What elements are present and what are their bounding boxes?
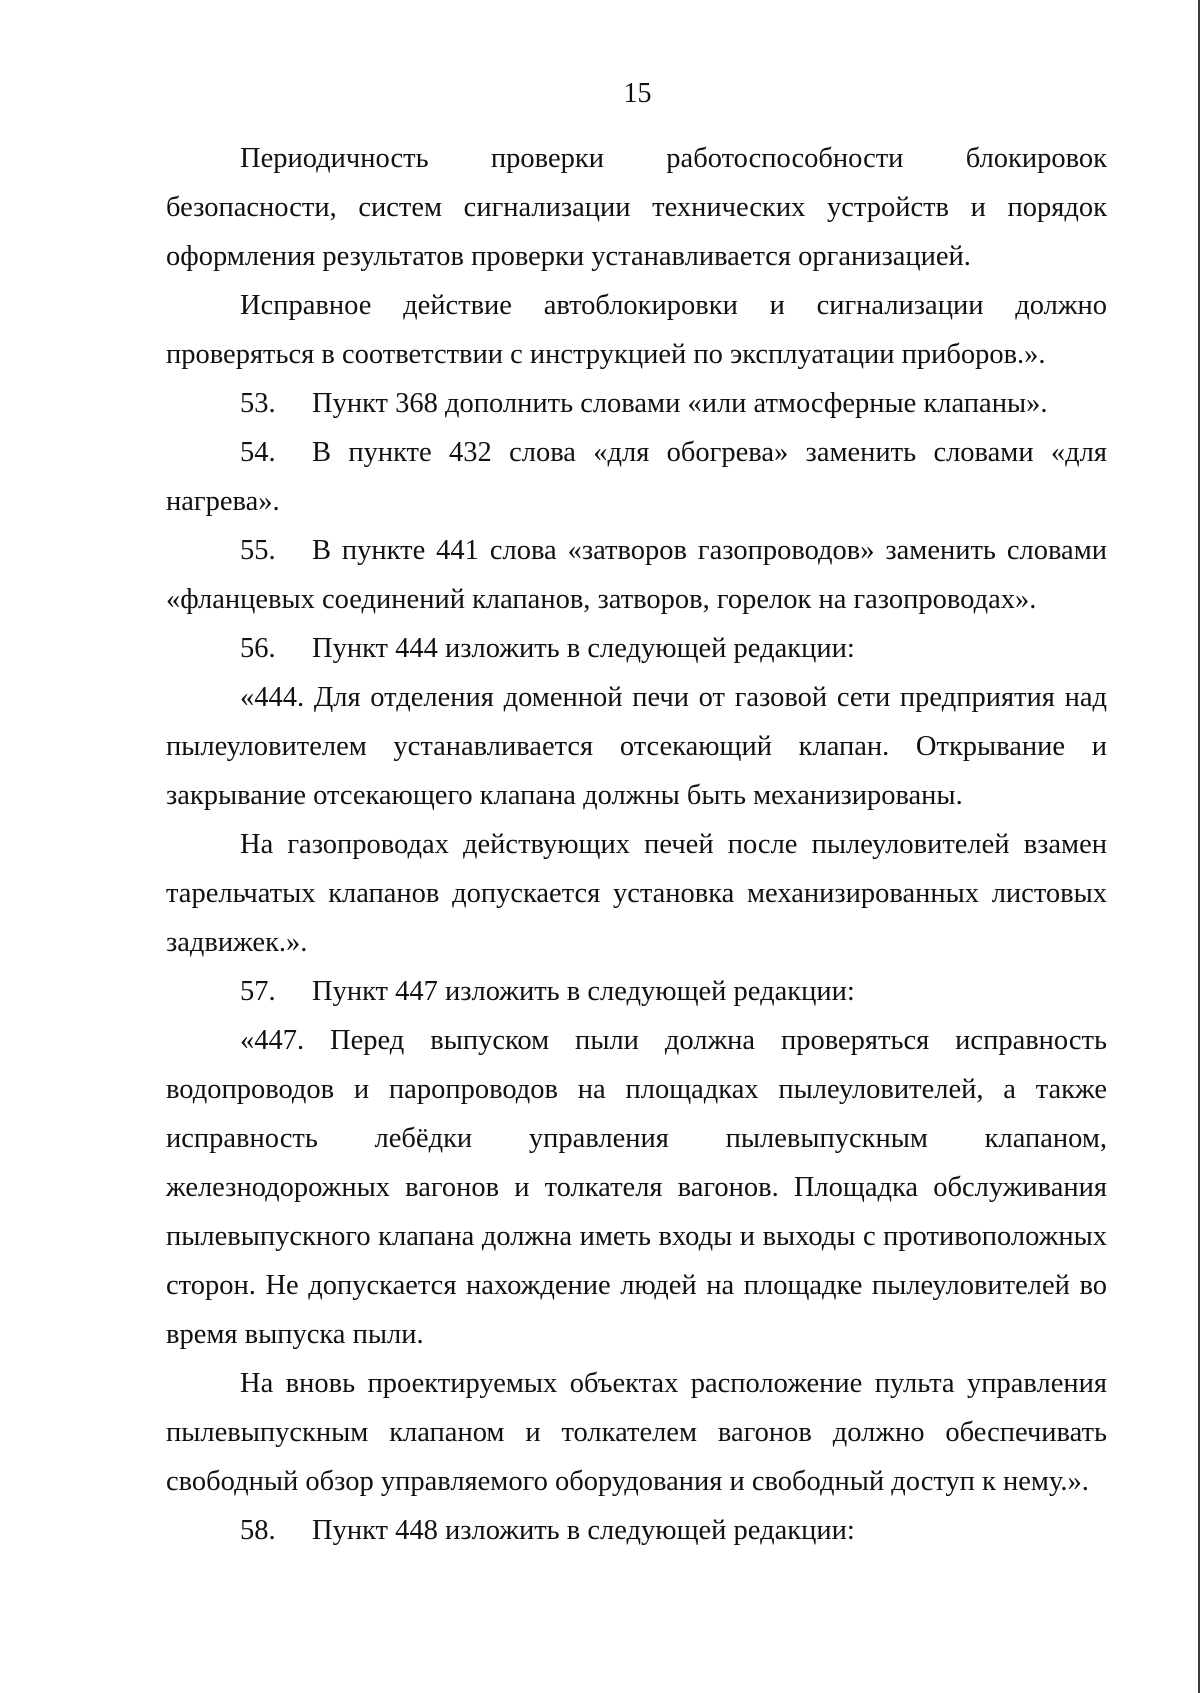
page-number: 15 — [623, 78, 652, 109]
item-number: 53. — [240, 388, 276, 419]
item-text: В пункте 432 слова «для обогрева» заменить словами «для нагрева». — [166, 437, 1107, 517]
item-number: 58. — [240, 1515, 276, 1546]
document-body — [166, 134, 1107, 1555]
item-number: 57. — [240, 976, 276, 1007]
item-text: Пункт 448 изложить в следующей редакции: — [312, 1515, 855, 1546]
item-text: Пункт 447 изложить в следующей редакции: — [312, 976, 855, 1007]
item-text: Пункт 368 дополнить словами «или атмосферные клапаны». — [312, 388, 1048, 419]
amendment-item-58 — [166, 1506, 1107, 1555]
quoted-paragraph: «447. Перед выпуском пыли должна проверяться исправность водопроводов и паропроводов на площадках пылеуловителей, а также исправность лебёдки управления пылевыпускным клапаном, железнодорожных вагонов и толкателя вагонов. Площадка обслуживания пылевыпускного клапана должна иметь входы и выходы с противоположных сторон. Не допускается нахождение людей на площадке пылеуловителей во время выпуска пыли. — [166, 1025, 1107, 1350]
quoted-paragraph: «444. Для отделения доменной печи от газовой сети предприятия над пылеуловителем устанавливается отсекающий клапан. Открывание и закрывание отсекающего клапана должны быть механизированы. — [166, 682, 1107, 811]
item-text: В пункте 441 слова «затворов газопроводов» заменить словами «фланцевых соединений клапанов, затворов, горелок на газопроводах». — [166, 535, 1107, 615]
quoted-paragraph: На вновь проектируемых объектах расположение пульта управления пылевыпускным клапаном и толкателем вагонов должно обеспечивать свободный обзор управляемого оборудования и свободный доступ к нему.». — [166, 1368, 1107, 1497]
paragraph: Периодичность проверки работоспособности блокировок безопасности, систем сигнализации технических устройств и порядок оформления результатов проверки устанавливается организацией. — [166, 143, 1107, 272]
amendment-item-56 — [166, 624, 1107, 673]
amendment-item-53 — [166, 379, 1107, 428]
amendment-item-57 — [166, 967, 1107, 1016]
item-number: 55. — [240, 535, 276, 566]
item-text: Пункт 444 изложить в следующей редакции: — [312, 633, 855, 664]
item-number: 56. — [240, 633, 276, 664]
quoted-paragraph: На газопроводах действующих печей после пылеуловителей взамен тарельчатых клапанов допускается установка механизированных листовых задвижек.». — [166, 829, 1107, 958]
paragraph: Исправное действие автоблокировки и сигнализации должно проверяться в соответствии с инструкцией по эксплуатации приборов.». — [166, 290, 1107, 370]
amendment-item-55 — [166, 526, 1107, 624]
amendment-item-54 — [166, 428, 1107, 526]
item-number: 54. — [240, 437, 276, 468]
